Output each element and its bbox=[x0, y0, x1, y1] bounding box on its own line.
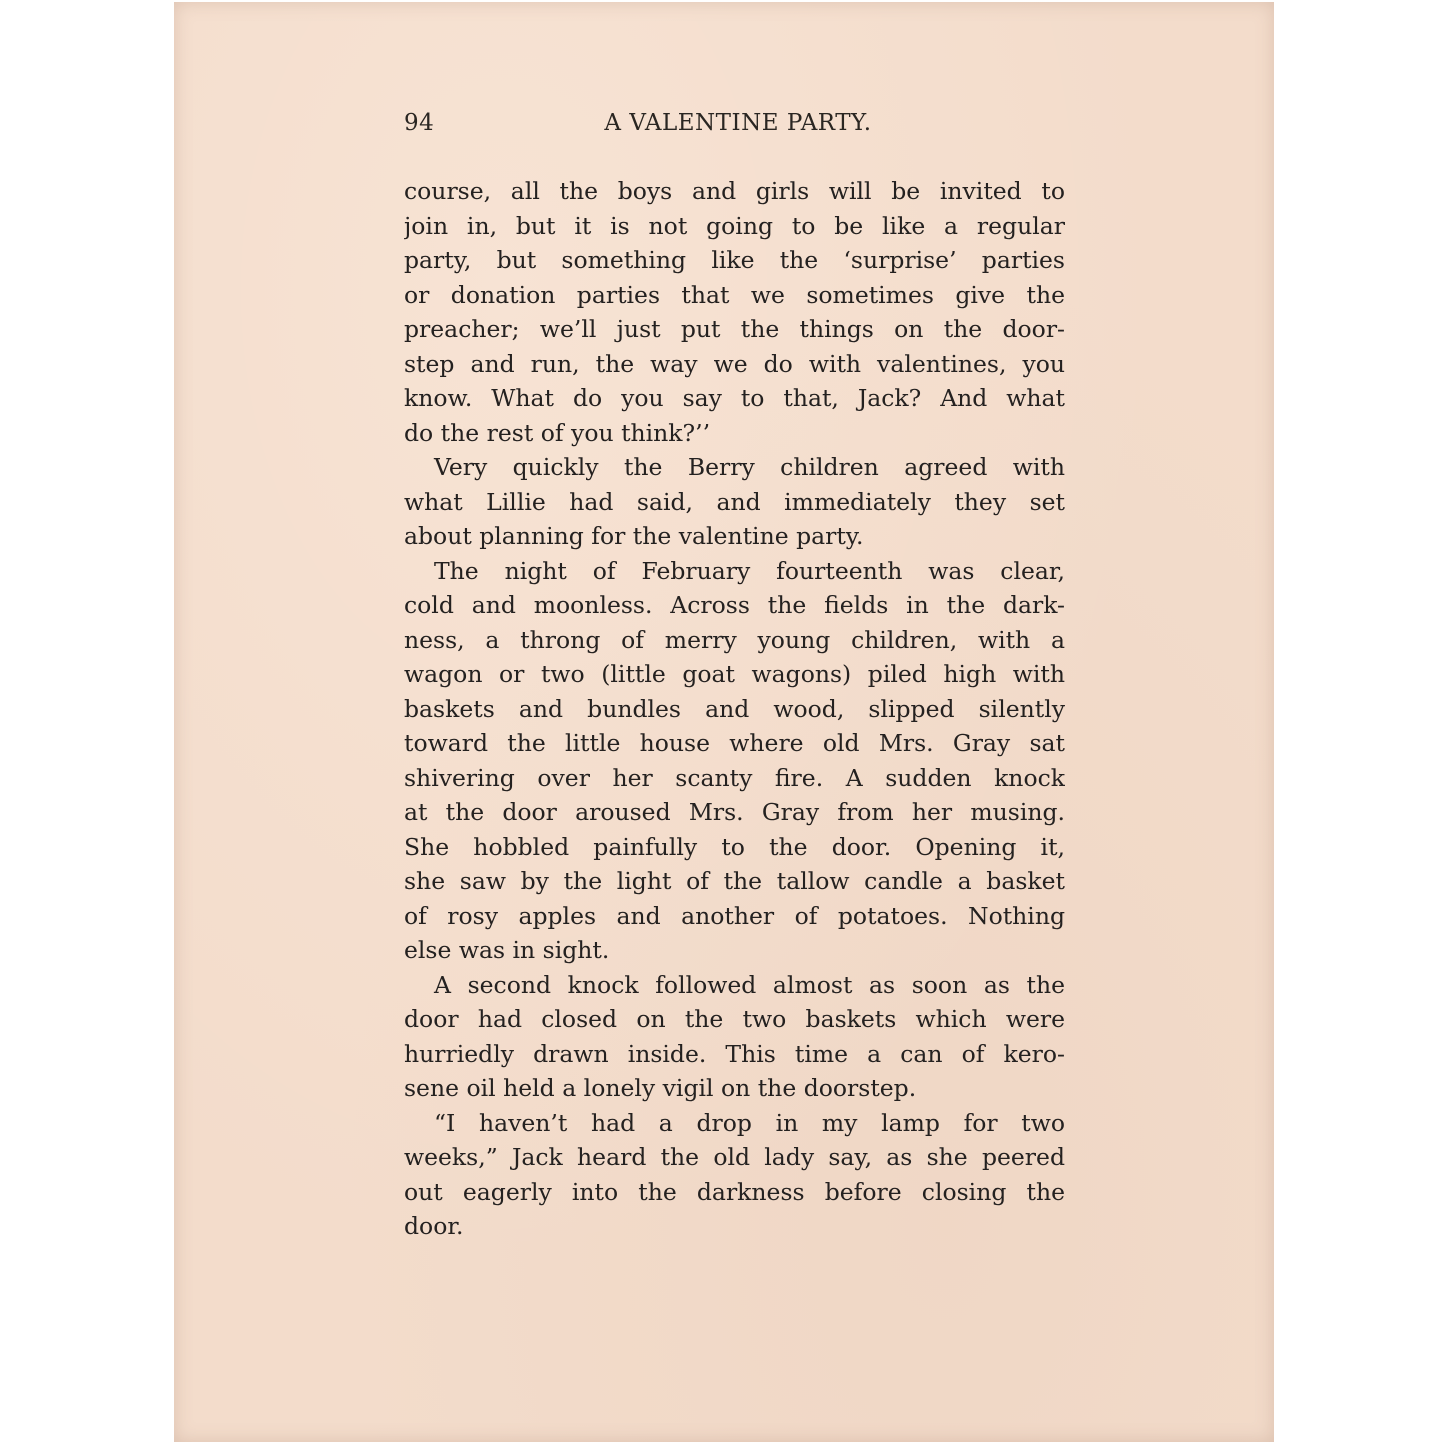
body-text bbox=[404, 174, 1065, 1244]
text-line: preacher; we’ll just put the things on the door- bbox=[404, 315, 1065, 343]
paragraph-3 bbox=[404, 554, 1065, 968]
text-line: sene oil held a lonely vigil on the doorstep. bbox=[404, 1074, 917, 1102]
text-line: toward the little house where old Mrs. Gray sat bbox=[404, 729, 1065, 757]
text-line: about planning for the valentine party. bbox=[404, 522, 864, 550]
text-line: door. bbox=[404, 1212, 464, 1240]
text-line: wagon or two (little goat wagons) piled high with bbox=[404, 660, 1065, 688]
text-line: She hobbled painfully to the door. Opening it, bbox=[404, 832, 1065, 861]
running-title: A VALENTINE PARTY. bbox=[604, 110, 872, 136]
text-line: party, but something like the ‘surprise’ parties bbox=[404, 246, 1065, 274]
text-line: do the rest of you think?’’ bbox=[404, 418, 711, 447]
paragraph-2 bbox=[404, 450, 1065, 554]
paragraph-5 bbox=[404, 1106, 1065, 1244]
page-number: 94 bbox=[404, 110, 435, 136]
text-line: baskets and bundles and wood, slipped silently bbox=[404, 694, 1065, 723]
paragraph-4 bbox=[404, 968, 1065, 1106]
text-line: else was in sight. bbox=[404, 936, 610, 964]
text-line: shivering over her scanty fire. A sudden knock bbox=[404, 763, 1065, 792]
text-line: course, all the boys and girls will be invited to bbox=[404, 177, 1065, 205]
text-line: ness, a throng of merry young children, with a bbox=[404, 625, 1065, 654]
text-line: of rosy apples and another of potatoes. Nothing bbox=[404, 901, 1065, 930]
paragraph-1 bbox=[404, 174, 1065, 450]
text-line: what Lillie had said, and immediately they set bbox=[404, 487, 1065, 516]
text-line: at the door aroused Mrs. Gray from her musing. bbox=[404, 798, 1065, 826]
text-line: hurriedly drawn inside. This time a can of kero- bbox=[404, 1039, 1065, 1068]
text-line: A second knock followed almost as soon as the bbox=[434, 970, 1065, 999]
page-header bbox=[404, 110, 1064, 150]
text-line: Very quickly the Berry children agreed with bbox=[434, 453, 1065, 481]
text-line: The night of February fourteenth was clear, bbox=[434, 556, 1065, 585]
text-line: cold and moonless. Across the fields in the dark- bbox=[404, 591, 1065, 619]
text-line: out eagerly into the darkness before closing the bbox=[404, 1177, 1065, 1206]
text-line: weeks,” Jack heard the old lady say, as she peered bbox=[404, 1143, 1065, 1171]
text-line: join in, but it is not going to be like a regular bbox=[404, 211, 1065, 240]
text-line: she saw by the light of the tallow candle a basket bbox=[404, 867, 1065, 895]
text-line: step and run, the way we do with valentines, you bbox=[404, 349, 1065, 378]
text-line: know. What do you say to that, Jack? And what bbox=[404, 384, 1065, 412]
text-line: door had closed on the two baskets which were bbox=[404, 1005, 1065, 1033]
text-line: or donation parties that we sometimes give the bbox=[404, 280, 1065, 309]
text-line: “I haven’t had a drop in my lamp for two bbox=[434, 1108, 1065, 1137]
